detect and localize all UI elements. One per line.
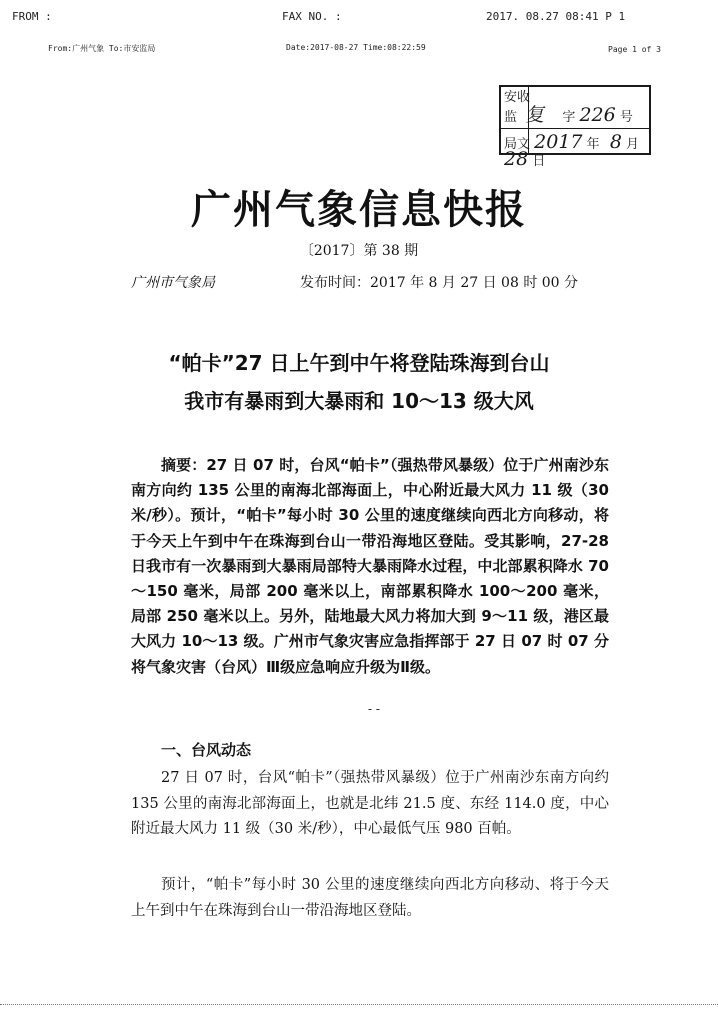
fax-datetime-page: 2017. 08.27 08:41 P 1 [486, 10, 626, 23]
section-1-paragraph-2: 预计，“帕卡”每小时 30 公里的速度继续向西北方向移动、将于今天上午到中午在珠海到台山一带沿海地区登陆。 [131, 877, 609, 919]
section-1-paragraph-1: 27 日 07 时，台风“帕卡”（强热带风暴级）位于广州南沙东南方向约 135 公里的南海北部海面上，也就是北纬 21.5 度、东经 114.0 度，中心附近最大风力 11 级（30 米/秒），中心最低气压 980 百帕。 [131, 770, 609, 837]
headline-line-1: “帕卡”27 日上午到中午将登陆珠海到台山 [168, 351, 550, 375]
scan-edge-line [0, 1004, 718, 1005]
bulletin-title: 广州气象信息快报 [191, 186, 527, 233]
stamp-line-1: 安收 [504, 90, 531, 105]
stamp-line-2: 监 复 字 226 号 [504, 104, 633, 126]
fax-send-time: Date:2017-08-27 Time:08:22:59 [286, 43, 426, 52]
issuing-bureau: 广州市气象局 [131, 275, 215, 291]
receipt-stamp [499, 85, 651, 170]
separator-mark: - - [368, 702, 380, 716]
issue-number: 〔2017〕第 38 期 [299, 243, 419, 259]
stamp-line-3: 局文 2017 年 8 月 28 日 [504, 131, 640, 170]
fax-from-label: FROM : [12, 10, 52, 23]
fax-number-label: FAX NO. : [282, 10, 342, 23]
fax-route: From:广州气象 To:市安监局 [48, 44, 156, 53]
fax-page-of: Page 1 of 3 [608, 45, 661, 54]
summary-paragraph: 摘要：27 日 07 时，台风“帕卡”（强热带风暴级）位于广州南沙东南方向约 135 公里的南海北部海面上，中心附近最大风力 11 级（30 米/秒）。预计，“帕卡”每小时 30 公里的速度继续向西北方向移动，将于今天上午到中午在珠海到台山一带沿海地区登陆。受其影响，27-28 日我市有一次暴雨到大暴雨局部特大暴雨降水过程，中北部累积降水 70～150 毫米，局部 200 毫米以上，南部累积降水 100～200 毫米，局部 250 毫米以上。另外，陆地最大风力将加大到 9～11 级，港区最大风力 10～13 级。广州市气象灾害应急指挥部于 27 日 07 时 07 分将气象灾害（台风）Ⅲ级应急响应升级为Ⅱ级。 [131, 456, 609, 676]
section-1-heading: 一、台风动态 [161, 741, 252, 759]
publish-time: 发布时间：2017 年 8 月 27 日 08 时 00 分 [300, 275, 579, 291]
headline-line-2: 我市有暴雨到大暴雨和 10～13 级大风 [184, 389, 534, 413]
